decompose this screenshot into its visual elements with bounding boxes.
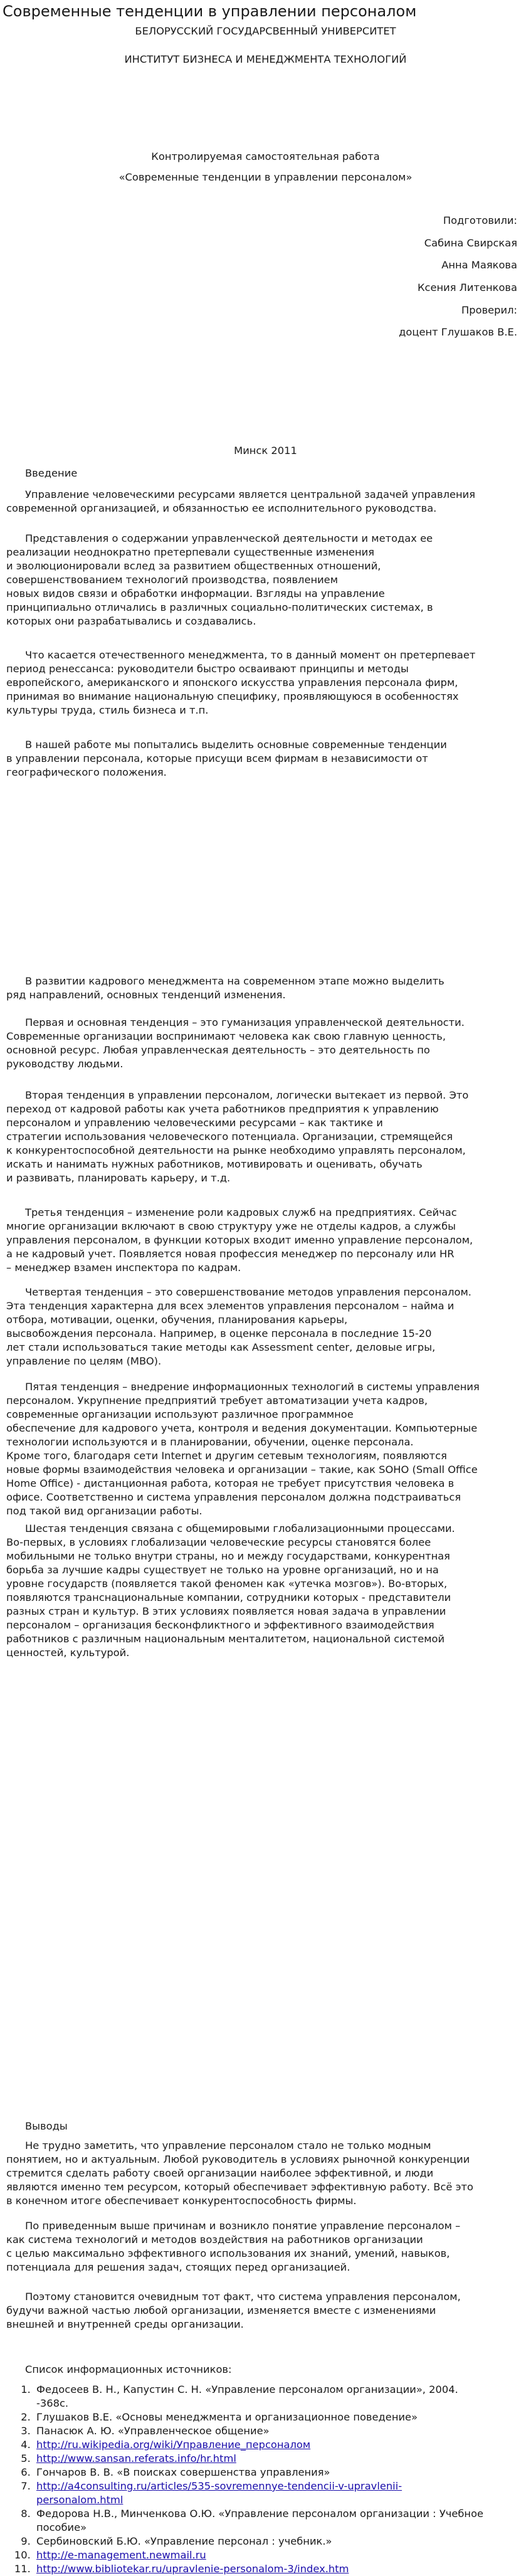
paragraph [6, 1016, 524, 1071]
text-line: современные организации используют различное программное [6, 1408, 354, 1420]
text-line: персоналом. Укрупнение предприятий требует автоматизации учета кадров, [6, 1395, 428, 1407]
text-line: стратегии использования человеческого потенциала. Организации, стремящейся [6, 1131, 453, 1143]
text-line: совершенствованием технологий производства, появлением [6, 574, 338, 586]
text-line: Не трудно заметить, что управление персоналом стало не только модным [25, 2140, 431, 2151]
text-line: Что касается отечественного менеджмента, то в данный момент он претерпевает [25, 649, 476, 661]
source-item[interactable] [34, 2548, 523, 2562]
text-line: разных стран и культур. В этих условиях появляется новая задача в управлении [6, 1605, 446, 1617]
text-line: стремится сделать работу своей организации наиболее эффективной, и люди [6, 2167, 434, 2179]
text-line: Управление человеческими ресурсами является центральной задачей управления [25, 488, 476, 500]
text-line: обеспечение для кадрового учета, контроля и ведения документации. Компьютерные [6, 1422, 478, 1434]
source-text: 9. Сербиновский Б.Ю. «Управление персонал : учебник.» [36, 2535, 332, 2547]
text-line: лет стали использоваться такие методы как Assessment center, деловые игры, [6, 1341, 436, 1353]
text-line: основной ресурс. Любая управленческая деятельность – это деятельность по [6, 1044, 430, 1056]
text-line: Во-первых, в условиях глобализации человеческие ресурсы становятся более [6, 1536, 431, 1548]
checked-by-label: Проверил: [461, 304, 517, 316]
source-item [34, 2424, 523, 2438]
source-link[interactable]: http://e-management.newmail.ru [36, 2549, 206, 2561]
text-line: По приведенным выше причинам и возникло понятие управление персоналом – [25, 2220, 461, 2232]
text-line: Представления о содержании управленческой деятельности и методах ее [25, 532, 433, 544]
author-name: Ксения Литенкова [417, 282, 517, 293]
text-line: персоналом – организация бесконфликтного и эффективного взаимодействия [6, 1619, 434, 1631]
university-name: БЕЛОРУССКИЙ ГОСУДАРСВЕННЫЙ УНИВЕРСИТЕТ [135, 25, 396, 37]
source-text[interactable] [36, 2452, 523, 2466]
text-line: и эволюционировали вслед за развитием общественных отношений, [6, 560, 381, 572]
text-line: период ренессанса: руководители быстро осваивают принципы и методы [6, 663, 409, 675]
text-line: современной организацией, и обязанностью ее исполнительного руководства. [6, 502, 437, 514]
text-line: новых видов связи и обработки информации. Взгляды на управление [6, 588, 385, 599]
text-line: персоналом и управлению человеческими ресурсами – как тактике и [6, 1117, 383, 1129]
text-line: географического положения. [6, 766, 167, 778]
paragraph [6, 532, 524, 628]
author-name: Сабина Свирская [424, 237, 517, 249]
text-line: – менеджер взамен инспектора по кадрам. [6, 1262, 241, 1274]
paragraph [6, 648, 524, 717]
text-line: работников с различным национальным менталитетом, национальной системой [6, 1633, 445, 1645]
text-line: Современные организации воспринимают человека как свою главную ценность, [6, 1030, 446, 1042]
source-link[interactable]: http://ru.wikipedia.org/wiki/Управление_персоналом [36, 2439, 311, 2451]
text-line: будучи важной частью любой организации, изменяется вместе с изменениями [6, 2304, 436, 2316]
text-line: Шестая тенденция связана с общемировыми глобализационными процессами. [25, 1523, 455, 1534]
text-line: культуры труда, стиль бизнеса и т.п. [6, 704, 209, 716]
source-item[interactable] [34, 2452, 523, 2466]
text-line: потенциала для решения задач, стоящих перед организацией. [6, 2261, 350, 2273]
text-line: и развивать, планировать карьеру, и т.д. [6, 1172, 231, 1184]
text-line: реализации неоднократно претерпевали существенные изменения [6, 546, 375, 558]
text-line: под такой вид организации работы. [6, 1505, 202, 1517]
page-title: Современные тенденции в управлении персоналом [3, 3, 417, 20]
text-line: многие организации включают в свою структуру уже не отделы кадров, а службы [6, 1220, 456, 1232]
text-line: борьба за лучшие кадры существует не только на уровне организаций, но и на [6, 1564, 439, 1576]
source-text: пособие» [36, 2521, 87, 2533]
text-line: европейского, американского и японского искусства управления персонала фирм, [6, 677, 458, 689]
source-text: 1. Федосеев В. Н., Капустин С. Н. «Управление персоналом организации», 2004. [36, 2383, 458, 2395]
paragraph [6, 1285, 524, 1368]
paragraph [6, 738, 524, 779]
text-line: Эта тенденция характерна для всех элементов управления персоналом – найма и [6, 1300, 455, 1312]
work-type: Контролируемая самостоятельная работа [151, 150, 380, 162]
text-line: ценностей, культурой. [6, 1647, 130, 1659]
work-name: «Современные тенденции в управлении персоналом» [118, 171, 413, 183]
text-line: отбора, мотивации, оценки, обучения, планирования карьеры, [6, 1314, 348, 1326]
checker-name: доцент Глушаков В.Е. [399, 326, 517, 338]
text-line: Третья тенденция – изменение роли кадровых служб на предприятиях. Сейчас [25, 1206, 457, 1218]
text-line: а не кадровый учет. Появляется новая профессия менеджер по персоналу или HR [6, 1248, 455, 1260]
text-line: принимая во внимание национальную специфику, проявляющуюся в особенностях [6, 690, 459, 702]
source-item [34, 2507, 523, 2535]
text-line: Вторая тенденция в управлении персоналом, логически вытекает из первой. Это [25, 1089, 469, 1101]
text-line: появляются транснациональные компании, сотрудники которых - представители [6, 1592, 451, 1603]
text-line: как система технологий и методов воздействия на работников организации [6, 2234, 423, 2246]
text-line: управления персоналом, в функции которых входит именно управление персоналом, [6, 1234, 473, 1246]
text-line: являются именно тем ресурсом, который обеспечивает эффективную работу. Всё это [6, 2181, 473, 2193]
author-name: Анна Маякова [441, 259, 517, 271]
text-line: Home Office) - дистанционная работа, которая не требует присутствия человека в [6, 1477, 455, 1489]
source-text[interactable] [36, 2548, 523, 2562]
text-line: управление по целям (MBO). [6, 1355, 162, 1367]
text-line: технологии используются и в планировании, обучении, оценке персонала. [6, 1436, 414, 1448]
sources-list [8, 2383, 523, 2576]
text-line: которых они разрабатывались и создавались. [6, 615, 256, 627]
text-line: переход от кадровой работы как учета работников предприятия к управлению [6, 1103, 439, 1115]
text-line: Первая и основная тенденция – это гуманизация управленческой деятельности. [25, 1016, 465, 1028]
paragraph [6, 1380, 524, 1518]
prepared-by-label: Подготовили: [443, 214, 517, 226]
source-link[interactable]: http://a4consulting.ru/articles/535-sovremennye-tendencii-v-upravlenii- [36, 2480, 402, 2492]
source-text[interactable] [36, 2562, 523, 2576]
text-line: в управлении персонала, которые присущи всем фирмам в независимости от [6, 752, 428, 764]
text-line: Пятая тенденция – внедрение информационных технологий в системы управления [25, 1381, 480, 1393]
text-line: Кроме того, благодаря сети Internet и другим сетевым технологиям, появляются [6, 1450, 447, 1462]
text-line: В нашей работе мы попытались выделить основные современные тенденции [25, 739, 447, 751]
intro-heading: Введение [25, 467, 78, 479]
source-text: 6. Гончаров В. В. «В поисках совершенства управления» [36, 2466, 330, 2478]
sources-heading: Список информационных источников: [25, 2363, 232, 2375]
text-line: к конкурентоспособной деятельности на рынке необходимо управлять персоналом, [6, 1144, 466, 1156]
text-line: офисе. Соответственно и система управления персоналом должна подстраиваться [6, 1491, 461, 1503]
text-line: новые формы взаимодействия человека и организации – такие, как SOHO (Small Office [6, 1464, 478, 1475]
source-item[interactable] [34, 2479, 523, 2507]
paragraph [6, 1089, 524, 1185]
source-text: 2. Глушаков В.Е. «Основы менеджмента и организационное поведение» [36, 2411, 418, 2423]
text-line: с целью максимально эффективного использования их знаний, умений, навыков, [6, 2247, 450, 2259]
text-line: Поэтому становится очевидным тот факт, что система управления персоналом, [25, 2291, 461, 2303]
text-line: внешней и внутренней среды организации. [6, 2318, 244, 2330]
city-year: Минск 2011 [234, 445, 297, 457]
text-line: искать и нанимать нужных работников, мотивировать и оценивать, обучать [6, 1158, 423, 1170]
source-text[interactable] [36, 2493, 523, 2507]
conclusion-heading: Выводы [25, 2120, 68, 2132]
source-item [34, 2383, 523, 2410]
paragraph [6, 1522, 524, 1660]
text-line: высвобождения персонала. Например, в оценке персонала в последние 15-20 [6, 1328, 432, 1339]
text-line: уровне государств (появляется такой феномен как «утечка мозгов»). Во-вторых, [6, 1578, 448, 1590]
text-line: мобильными не только внутри страны, но и между государствами, конкурентная [6, 1550, 450, 1562]
paragraph [6, 488, 524, 515]
text-line: в конечном итоге обеспечивает конкурентоспособность фирмы. [6, 2195, 357, 2207]
source-link[interactable]: http://www.sansan.referats.info/hr.html [36, 2452, 236, 2464]
paragraph [6, 974, 524, 1002]
source-text: -368с. [36, 2397, 69, 2409]
paragraph [6, 2219, 524, 2274]
text-line: Четвертая тенденция – это совершенствование методов управления персоналом. [25, 1286, 471, 1298]
source-link[interactable]: http://www.bibliotekar.ru/upravlenie-personalom-3/index.htm [36, 2563, 349, 2575]
source-text[interactable] [36, 2438, 523, 2452]
paragraph [6, 2290, 524, 2331]
source-text: 3. Панасюк А. Ю. «Управленческое общение» [36, 2425, 270, 2437]
source-item [34, 2466, 523, 2479]
text-line: принципиально отличались в различных социально-политических системах, в [6, 601, 433, 613]
paragraph [6, 2139, 524, 2208]
text-line: понятием, но и актуальным. Любой руководитель в условиях рыночной конкуренции [6, 2153, 470, 2165]
text-line: ряд направлений, основных тенденций изменения. [6, 989, 286, 1001]
source-link[interactable]: personalom.html [36, 2494, 124, 2506]
source-text[interactable] [36, 2479, 523, 2493]
source-item[interactable] [34, 2562, 523, 2576]
text-line: В развитии кадрового менеджмента на современном этапе можно выделить [25, 975, 444, 987]
source-text: 8. Федорова Н.В., Минченкова О.Ю. «Управление персоналом организации : Учебное [36, 2508, 484, 2520]
paragraph [6, 1206, 524, 1275]
source-item[interactable] [34, 2438, 523, 2452]
text-line: руководству людьми. [6, 1058, 124, 1070]
institute-name: ИНСТИТУТ БИЗНЕСА И МЕНЕДЖМЕНТА ТЕХНОЛОГИЙ [124, 53, 407, 65]
source-item [34, 2535, 523, 2548]
source-item [34, 2410, 523, 2424]
